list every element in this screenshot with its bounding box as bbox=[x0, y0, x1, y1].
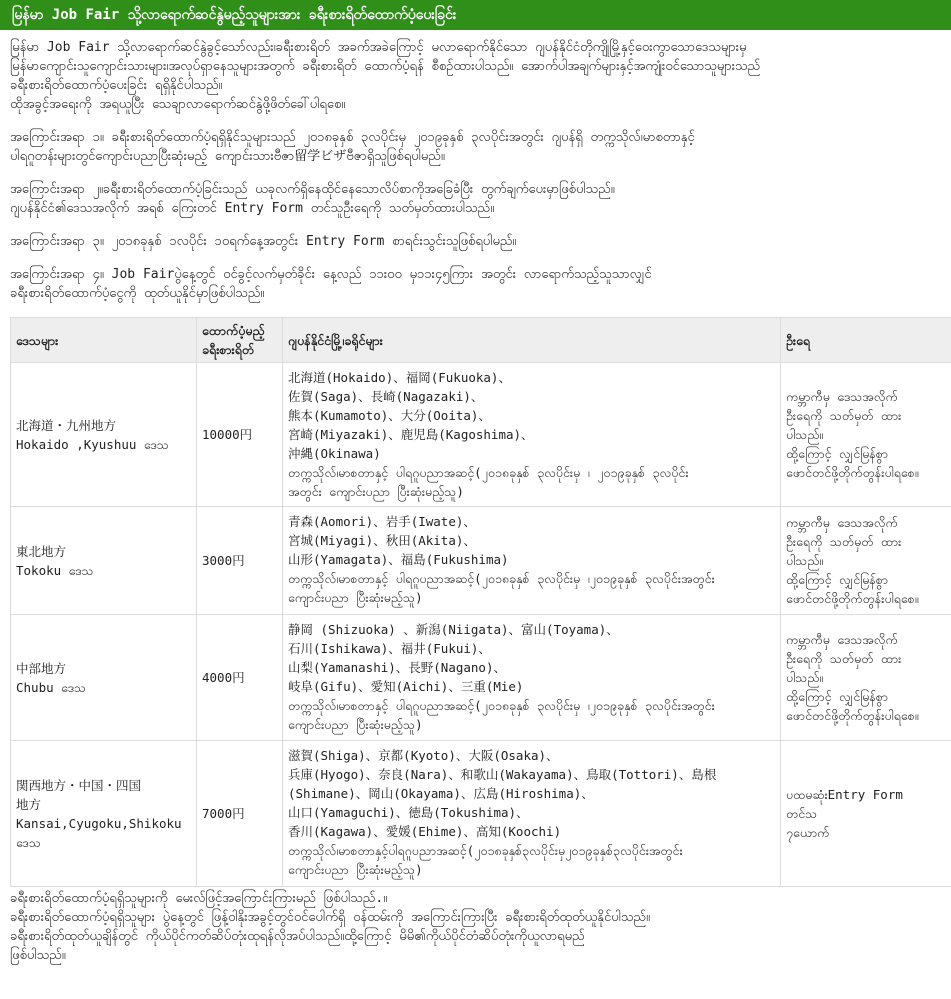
prefecture-line: တက္ကသိုလ်၊မာစတာနှင့် ပါရဂူပညာအဆင့်(၂၀၁၈ခုနှစ် ၃လပိုင်းမှ ၊၂၀၁၉ခုနှစ် ၃လပိုင်းအတွင်း bbox=[288, 698, 715, 713]
intro-line: မြန်မာကျောင်းသူကျောင်းသားများ၊အလုပ်ရှာနေသူများအတွက် ခရီးစားရိတ် ထောက်ပံ့ရန် စီစဉ်ထားပါသည်။ အောက်ပါအချက်များနှင့်အကျုံးဝင်သောသူများသည် bbox=[10, 59, 761, 74]
quota-line: ကမ္ဘာကီမှ ဒေသအလိုက် bbox=[786, 632, 898, 647]
prefecture-line: 沖縄(Okinawa) bbox=[288, 446, 381, 461]
quota-line: ဦးရေကို သတ်မှတ် ထား bbox=[786, 651, 902, 666]
table-row bbox=[11, 363, 951, 507]
region-name: ဒေသ bbox=[16, 834, 41, 850]
region-name: Tokoku ဒေသ bbox=[16, 562, 94, 578]
prefecture-line: 宮城(Miyagi)、秋田(Akita)、 bbox=[288, 533, 476, 548]
header-quota: ဦးရေ bbox=[781, 318, 951, 363]
prefecture-cell bbox=[283, 741, 781, 887]
main-content bbox=[0, 38, 951, 965]
table-header-row bbox=[11, 318, 951, 363]
prefecture-line: အတွင်း ကျောင်းပညာ ပြီးဆုံးမည့်သူ) bbox=[288, 484, 464, 499]
prefecture-line: တက္ကသိုလ်၊မာစတာနှင့် ပါရဂူပညာအဆင့်(၂၀၁၈ခုနှစ် ၃လပိုင်းမှ ၊၂၀၁၉ခုနှစ် ၃လပိုင်းအတွင်း bbox=[288, 571, 715, 586]
prefecture-line: 佐賀(Saga)、長崎(Nagazaki)、 bbox=[288, 389, 484, 404]
region-cell bbox=[11, 741, 197, 887]
prefecture-line: 静岡 (Shizuoka) 、新潟(Niigata)、富山(Toyama)、 bbox=[288, 622, 619, 637]
condition-line: ဂျပန်နိုင်ငံ၏ဒေသအလိုက် အရစ် ကြေးတင် Entry Form တင်သူဦးရေကို သတ်မှတ်ထားပါသည်။ bbox=[10, 201, 495, 216]
prefecture-line: 北海道(Hokaido)、福岡(Fukuoka)、 bbox=[288, 370, 511, 385]
prefecture-line: တက္ကသိုလ်၊မာစတာနှင့်ပါရဂူပညာအဆင့်(၂၀၁၈ခုနှစ်၃လပိုင်းမှ၂၀၁၉ခုနှစ်၃လပိုင်းအတွင်း bbox=[288, 843, 683, 858]
amount-cell: 3000円 bbox=[197, 507, 283, 615]
quota-line: တင်သ bbox=[786, 806, 818, 821]
quota-cell bbox=[781, 741, 951, 887]
header-region: ဒေသများ bbox=[11, 318, 197, 363]
quota-line: ထို့ကြောင့် လျှင်မြန်စွာ bbox=[786, 446, 889, 461]
quota-cell bbox=[781, 507, 951, 615]
quota-line: ဖောင်တင်ဖို့တိုက်တွန်းပါရစေ။ bbox=[786, 591, 919, 606]
prefecture-cell bbox=[283, 363, 781, 507]
table-row bbox=[11, 741, 951, 887]
condition-line: ပါရဂူတန်းများတွင်ကျောင်းပညာပြီးဆုံးမည့် ကျောင်းသားဗီဇာ留学ビザဗီဇာရှိသူဖြစ်ရပါမည်။ bbox=[10, 149, 445, 164]
prefecture-line: 山口(Yamaguchi)、徳島(Tokushima)、 bbox=[288, 805, 529, 820]
quota-line: ဦးရေကို သတ်မှတ် ထား bbox=[786, 408, 902, 423]
prefecture-line: 石川(Ishikawa)、福井(Fukui)、 bbox=[288, 641, 491, 656]
region-name: Hokaido ,Kyushuu ဒေသ bbox=[16, 436, 169, 452]
region-name: Kansai,Cyugoku,Shikoku bbox=[16, 815, 182, 831]
quota-line: ပါသည်။ bbox=[786, 553, 824, 568]
region-name: 中部地方 bbox=[16, 660, 67, 676]
quota-cell bbox=[781, 615, 951, 741]
quota-line: ပါသည်။ bbox=[786, 670, 824, 685]
region-name: 関西地方・中国・四国 bbox=[16, 777, 142, 793]
footer-line: ခရီးစားရိတ်ထုတ်ယူချိန်တွင် ကိုယ်ပိုင်ကတ်ဆိပ်တုံးထုရန်လိုအပ်ပါသည်။ထို့ကြောင့် မိမိ၏ကိုယ်ပိုင်တံဆိပ်တုံးကိုယူလာရမည် bbox=[10, 929, 585, 944]
prefecture-line: 滋賀(Shiga)、京都(Kyoto)、大阪(Osaka)、 bbox=[288, 748, 559, 763]
quota-line: ကမ္ဘာကီမှ ဒေသအလိုက် bbox=[786, 515, 898, 530]
quota-line: ဖောင်တင်ဖို့တိုက်တွန်းပါရစေ။ bbox=[786, 465, 919, 480]
prefecture-cell bbox=[283, 615, 781, 741]
intro-line: ထိုအခွင့်အရေးကို အရယူပြီး သေချာလာရောက်ဆင်နွဲဖို့ဖိတ်ခေါ်ပါရစေ။ bbox=[10, 97, 346, 112]
footer-notes bbox=[10, 889, 941, 965]
condition-3 bbox=[10, 232, 941, 251]
prefecture-line: 山梨(Yamanashi)、長野(Nagano)、 bbox=[288, 660, 506, 675]
prefecture-line: 岐阜(Gifu)、愛知(Aichi)、三重(Mie) bbox=[288, 679, 524, 694]
region-name: Chubu ဒေသ bbox=[16, 679, 87, 695]
prefecture-line: 山形(Yamagata)、福島(Fukushima) bbox=[288, 552, 509, 567]
page-title: မြန်မာ Job Fair သို့လာရောက်ဆင်နွဲမည့်သူများအား ခရီးစားရိတ်ထောက်ပံ့ပေးခြင်း bbox=[0, 0, 951, 30]
quota-cell bbox=[781, 363, 951, 507]
quota-line: ၇ယောက် bbox=[786, 825, 830, 840]
region-cell bbox=[11, 363, 197, 507]
quota-line: ထို့ကြောင့် လျှင်မြန်စွာ bbox=[786, 572, 889, 587]
prefecture-cell bbox=[283, 507, 781, 615]
amount-cell: 4000円 bbox=[197, 615, 283, 741]
condition-line: အကြောင်းအရာ ၁။ ခရီးစားရိတ်ထောက်ပံ့ရရှိနိုင်သူများသည် ၂၀၁၈ခုနှစ် ၃လပိုင်းမှ ၂၀၁၉ခုနှစ် ၃လပိုင်းအတွင်း ဂျပန်ရှိ တက္ကသိုလ်၊မာစတာနှင့် bbox=[10, 130, 695, 145]
header-prefectures: ဂျပန်နိုင်ငံမြို့၊ခရိုင်များ bbox=[283, 318, 781, 363]
quota-line: ကမ္ဘာကီမှ ဒေသအလိုက် bbox=[786, 389, 898, 404]
amount-cell: 7000円 bbox=[197, 741, 283, 887]
quota-line: ထို့ကြောင့် လျှင်မြန်စွာ bbox=[786, 689, 889, 704]
amount-cell: 10000円 bbox=[197, 363, 283, 507]
footer-line: ခရီးစားရိတ်ထောက်ပံ့ရရှိသူများကို မေးလ်ဖြင့်အကြောင်းကြားမည် ဖြစ်ပါသည်.။ bbox=[10, 891, 388, 906]
condition-1 bbox=[10, 128, 941, 166]
condition-line: အကြောင်းအရာ ၃။ ၂၀၁၈ခုနှစ် ၁လပိုင်း ၁၀ရက်နေ့အတွင်း Entry Form စာရင်းသွင်းသူဖြစ်ရပါမည်။ bbox=[10, 234, 517, 249]
condition-line: အကြောင်းအရာ ၂။ခရီးစားရိတ်ထောက်ပံ့ခြင်းသည် ယခုလက်ရှိနေထိုင်နေသောလိပ်စာကိုအခြေခံပြီး တွက်ချက်ပေးမှာဖြစ်ပါသည်။ bbox=[10, 182, 615, 197]
region-cell bbox=[11, 615, 197, 741]
prefecture-line: ကျောင်းပညာ ပြီးဆုံးမည့်သူ) bbox=[288, 717, 423, 732]
intro-line: ခရီးစားရိတ်ထောက်ပံ့ပေးခြင်း ရရှိနိုင်ပါသည်။ bbox=[10, 78, 223, 93]
condition-line: အကြောင်းအရာ ၄။ Job Fairပွဲနေ့တွင် ဝင်ခွင့်လက်မှတ်ခိုင်း နေ့လည် ၁၁း၀၀ မှ၁၁း၄၅ကြား အတွင်း လာရောက်သည့်သူသာလျှင် bbox=[10, 267, 652, 282]
region-cell bbox=[11, 507, 197, 615]
prefecture-line: 熊本(Kumamoto)、大分(Ooita)、 bbox=[288, 408, 491, 423]
prefecture-line: တက္ကသိုလ်၊မာစတာနှင့် ပါရဂူပညာအဆင့်(၂၀၁၈ခုနှစ် ၃လပိုင်းမှ ၊ ၂၀၁၉ခုနှစ် ၃လပိုင်း bbox=[288, 465, 689, 480]
condition-2 bbox=[10, 180, 941, 218]
region-name: 東北地方 bbox=[16, 543, 67, 559]
footer-line: ဖြစ်ပါသည်။ bbox=[10, 948, 66, 963]
quota-line: ဖောင်တင်ဖို့တိုက်တွန်းပါရစေ။ bbox=[786, 708, 919, 723]
header-amount: ထောက်ပံ့မည့် ခရီးစားရိတ် bbox=[197, 318, 283, 363]
quota-line: ဦးရေကို သတ်မှတ် ထား bbox=[786, 534, 902, 549]
prefecture-line: ကျောင်းပညာ ပြီးဆုံးမည့်သူ) bbox=[288, 862, 423, 877]
footer-line: ခရီးစားရိတ်ထောက်ပံ့ရရှိသူများ ပွဲနေ့တွင် ဖြန့်ဝါနိုးအခွင့်တွင်ဝင်ပေါက်ရှိ ဝန်ထမ်းကို အကြောင်းကြားပြီး ခရီးစားရိတ်ထုတ်ယူနိုင်ပါသည်။ bbox=[10, 910, 650, 925]
prefecture-line: (Shimane)、岡山(Okayama)、広島(Hiroshima)、 bbox=[288, 786, 594, 801]
prefecture-line: ကျောင်းပညာ ပြီးဆုံးမည့်သူ) bbox=[288, 590, 423, 605]
condition-4 bbox=[10, 265, 941, 303]
condition-line: ခရီးစားရိတ်ထောက်ပံ့ငွေကို ထုတ်ယူနိုင်မှာဖြစ်ပါသည်။ bbox=[10, 286, 265, 301]
region-name: 地方 bbox=[16, 796, 42, 812]
prefecture-line: 香川(Kagawa)、愛媛(Ehime)、高知(Koochi) bbox=[288, 824, 562, 839]
table-row bbox=[11, 615, 951, 741]
table-row bbox=[11, 507, 951, 615]
intro-paragraph bbox=[10, 38, 941, 114]
intro-line: မြန်မာ Job Fair သို့လာရောက်ဆင်နွဲခွင့်သော်လည်း၊ခရီးစားရိတ် အခက်အခဲကြောင့် မလာရောက်နိုင်သော ဂျပန်နိုင်ငံတိုကျိုမြို့နှင့်ဝေးကွာသောဒေသများမှ bbox=[10, 40, 747, 55]
quota-line: ပါသည်။ bbox=[786, 427, 824, 442]
region-name: 北海道・九州地方 bbox=[16, 417, 117, 433]
travel-allowance-table bbox=[10, 317, 951, 887]
prefecture-line: 宮崎(Miyazaki)、鹿児島(Kagoshima)、 bbox=[288, 427, 534, 442]
quota-line: ပထမဆုံးEntry Form bbox=[786, 787, 903, 802]
prefecture-line: 兵庫(Hyogo)、奈良(Nara)、和歌山(Wakayama)、鳥取(Tottori)、島根 bbox=[288, 767, 717, 782]
prefecture-line: 青森(Aomori)、岩手(Iwate)、 bbox=[288, 514, 476, 529]
